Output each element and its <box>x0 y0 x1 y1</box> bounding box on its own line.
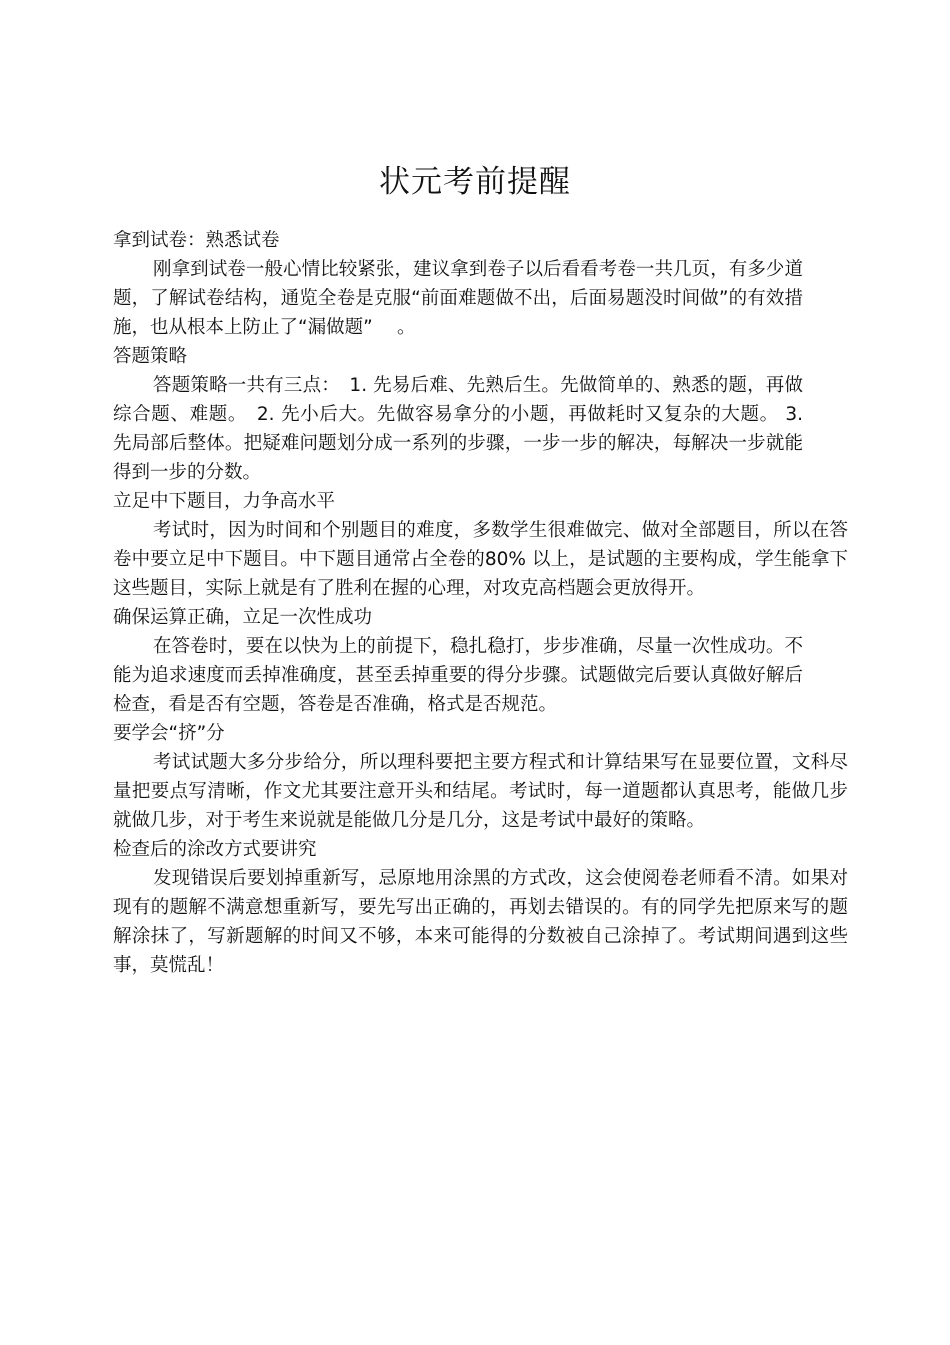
section-heading: 确保运算正确，立足一次性成功 <box>113 607 373 628</box>
section-squeeze-points <box>113 719 848 835</box>
section-corrections <box>113 835 848 980</box>
section-paragraph: 考试时，因为时间和个别题目的难度，多数学生很难做完、做对全部题目，所以在答卷中要立足中下题目。中下题目通常占全卷的80% 以上，是试题的主要构成，学生能拿下这些题目，实际上就是有了胜利在握的心理，对攻克高档题会更放得开。 <box>113 520 848 599</box>
page-title: 状元考前提醒 <box>379 164 571 200</box>
section-familiarize <box>113 226 848 342</box>
section-heading: 立足中下题目，力争高水平 <box>113 491 336 512</box>
section-heading: 拿到试卷：熟悉试卷 <box>113 230 280 251</box>
section-paragraph: 在答卷时，要在以快为上的前提下，稳扎稳打，步步准确，尽量一次性成功。不能为追求速度而丢掉准确度，甚至丢掉重要的得分步骤。试题做完后要认真做好解后检查，看是否有空题，答卷是否准确，格式是否规范。 <box>113 636 803 715</box>
section-heading: 检查后的涂改方式要讲究 <box>113 839 317 860</box>
section-paragraph: 考试试题大多分步给分，所以理科要把主要方程式和计算结果写在显要位置，文科尽量把要点写清晰，作文尤其要注意开头和结尾。考试时，每一道题都认真思考，能做几步就做几步，对于考生来说就是能做几分是几分，这是考试中最好的策略。 <box>113 752 848 831</box>
section-paragraph: 答题策略一共有三点： 1. 先易后难、先熟后生。先做简单的、熟悉的题，再做综合题、难题。 2. 先小后大。先做容易拿分的小题，再做耗时又复杂的大题。 3. 先局部后整体。把疑难问题划分成一系列的步骤，一步一步的解决，每解决一步就能得到一步的分数。 <box>113 375 803 483</box>
section-mid-level <box>113 487 848 603</box>
section-paragraph: 发现错误后要划掉重新写，忌原地用涂黑的方式改，这会使阅卷老师看不清。如果对现有的题解不满意想重新写，要先写出正确的，再划去错误的。有的同学先把原来写的题解涂抹了，写新题解的时间又不够，本来可能得的分数被自己涂掉了。考试期间遇到这些事，莫慌乱！ <box>113 868 848 976</box>
section-heading: 答题策略 <box>113 346 188 367</box>
section-paragraph: 刚拿到试卷一般心情比较紧张，建议拿到卷子以后看看考卷一共几页，有多少道题，了解试卷结构，通览全卷是克服“前面难题做不出，后面易题没时间做”的有效措施，也从根本上防止了“漏做题” 。 <box>113 259 803 338</box>
section-heading: 要学会“挤”分 <box>113 723 225 744</box>
section-accuracy <box>113 603 848 719</box>
section-strategy <box>113 342 848 487</box>
document-body <box>113 226 848 980</box>
